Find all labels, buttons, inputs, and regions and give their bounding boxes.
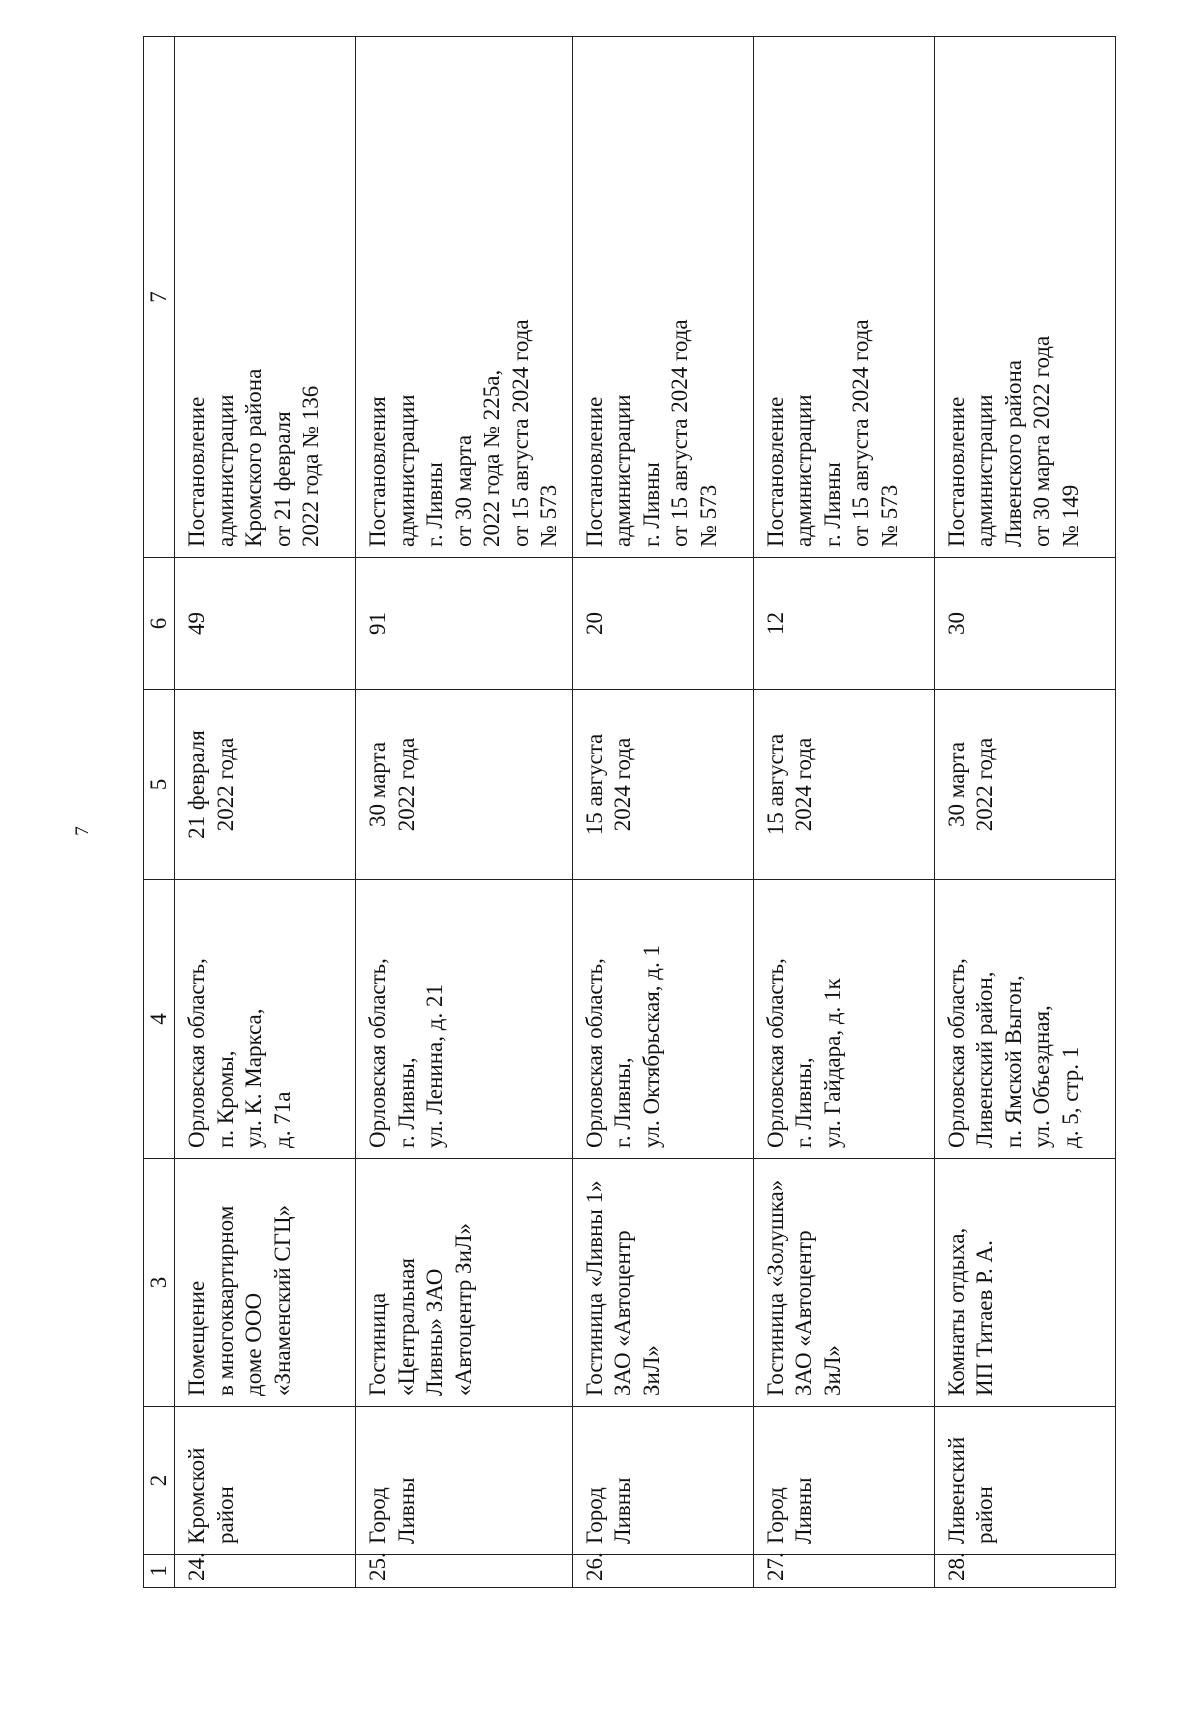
table-row <box>175 37 356 1588</box>
cell-line: № 573 <box>695 484 721 547</box>
address-cell <box>356 880 573 1159</box>
cell-line: № 573 <box>876 484 902 547</box>
row-number-cell: 26. <box>572 1555 753 1588</box>
cell-line: Орловская область, <box>581 958 607 1148</box>
capacity-cell: 12 <box>753 558 934 690</box>
district-cell: Город Ливны <box>356 1407 573 1555</box>
cell-line: г. Ливны <box>638 462 664 547</box>
cell-line: от 15 августа 2024 года <box>848 319 873 547</box>
legal-act-cell <box>175 37 356 558</box>
cell-line: д. 5, стр. 1 <box>1057 1046 1083 1148</box>
cell-line: 2022 года № 136 <box>298 385 323 547</box>
cell-line: 15 августа <box>762 733 788 836</box>
cell-line: ЗиЛ» <box>819 1345 845 1396</box>
legal-act-cell <box>934 37 1115 558</box>
cell-line: Орловская область, <box>365 958 390 1148</box>
cell-line: ул. К. Маркса, <box>241 1008 266 1148</box>
district-cell: Город Ливны <box>753 1407 934 1555</box>
cell-line: Ливны» ЗАО <box>422 1268 447 1396</box>
date-cell <box>753 690 934 880</box>
capacity-cell: 49 <box>175 558 356 690</box>
cell-line: Постановление <box>184 396 209 547</box>
cell-line: 21 февраля <box>184 730 209 839</box>
facility-cell <box>934 1159 1115 1407</box>
cell-line: Постановление <box>943 396 969 547</box>
facilities-table <box>143 36 1116 1588</box>
cell-line: от 21 февраля <box>269 411 295 547</box>
date-cell <box>356 690 573 880</box>
cell-line: № 149 <box>1057 484 1083 547</box>
cell-line: д. 71а <box>269 1091 295 1148</box>
cell-line: 2022 года <box>212 737 238 832</box>
cell-line: Постановление <box>581 396 607 547</box>
capacity-cell: 91 <box>356 558 573 690</box>
cell-line: Орловская область, <box>184 958 209 1148</box>
address-cell <box>934 880 1115 1159</box>
cell-line: 2022 года № 225а, <box>479 369 504 547</box>
table-row <box>356 37 573 1588</box>
cell-line: от 15 августа 2024 года <box>507 319 533 547</box>
cell-line: п. Ямской Выгон, <box>1000 975 1026 1148</box>
facility-cell <box>175 1159 356 1407</box>
cell-line: Ливенский район, <box>972 971 997 1148</box>
column-number-row <box>144 37 175 1588</box>
address-cell <box>175 880 356 1159</box>
cell-line: от 15 августа 2024 года <box>667 319 692 547</box>
row-number-cell: 25. <box>356 1555 573 1588</box>
row-number-cell: 28. <box>934 1555 1115 1588</box>
cell-line: № 573 <box>536 484 561 547</box>
cell-line: г. Ливны <box>422 462 447 547</box>
cell-line: Гостиница «Ливны 1» <box>581 1180 607 1396</box>
cell-line: в многоквартирном <box>212 1205 238 1396</box>
cell-line: Гостиница «Золушка» <box>762 1179 788 1396</box>
capacity-cell: 30 <box>934 558 1115 690</box>
cell-line: Гостиница <box>365 1292 390 1396</box>
facility-cell <box>356 1159 573 1407</box>
date-cell <box>934 690 1115 880</box>
cell-line: ул. Объездная, <box>1029 1005 1054 1148</box>
district-cell: Город Ливны <box>572 1407 753 1555</box>
cell-line: 2022 года <box>972 737 997 832</box>
cell-line: 2024 года <box>791 737 816 832</box>
page-number: 7 <box>71 826 93 836</box>
cell-line: ЗАО «Автоцентр <box>791 1230 816 1396</box>
column-header: 4 <box>144 880 175 1159</box>
cell-line: доме ООО <box>241 1292 266 1396</box>
cell-line: администрации <box>393 394 419 547</box>
cell-line: ул. Октябрьская, д. 1 <box>638 945 664 1148</box>
cell-line: Комнаты отдыха, <box>943 1227 969 1396</box>
column-header: 6 <box>144 558 175 690</box>
cell-line: ул. Ленина, д. 21 <box>422 984 447 1148</box>
date-cell <box>572 690 753 880</box>
column-header: 7 <box>144 37 175 558</box>
cell-line: Постановления <box>365 396 390 547</box>
column-header: 3 <box>144 1159 175 1407</box>
cell-line: Помещение <box>184 1280 209 1396</box>
cell-line: ЗАО «Автоцентр <box>610 1230 635 1396</box>
cell-line: ЗиЛ» <box>638 1345 664 1396</box>
address-cell <box>753 880 934 1159</box>
table-row <box>572 37 753 1588</box>
cell-line: г. Ливны <box>819 462 845 547</box>
address-cell <box>572 880 753 1159</box>
capacity-cell: 20 <box>572 558 753 690</box>
cell-line: Постановление <box>762 396 788 547</box>
facility-cell <box>753 1159 934 1407</box>
row-number-cell: 27. <box>753 1555 934 1588</box>
column-header: 1 <box>144 1555 175 1588</box>
table-row <box>934 37 1115 1588</box>
cell-line: 30 марта <box>943 741 969 828</box>
cell-line: от 30 марта 2022 года <box>1029 335 1054 547</box>
cell-line: Ливенского района <box>1000 359 1026 547</box>
legal-act-cell <box>356 37 573 558</box>
cell-line: «Центральная <box>393 1258 419 1396</box>
column-header: 5 <box>144 690 175 880</box>
cell-line: 15 августа <box>581 733 607 836</box>
cell-line: от 30 марта <box>450 434 476 547</box>
cell-line: ул. Гайдара, д. 1к <box>819 978 845 1148</box>
cell-line: Орловская область, <box>943 958 969 1148</box>
district-cell: Ливенский район <box>934 1407 1115 1555</box>
column-header: 2 <box>144 1407 175 1555</box>
district-cell: Кромской район <box>175 1407 356 1555</box>
cell-line: администрации <box>212 394 238 547</box>
facility-cell <box>572 1159 753 1407</box>
cell-line: ИП Титаев Р. А. <box>972 1240 997 1396</box>
date-cell <box>175 690 356 880</box>
row-number-cell: 24. <box>175 1555 356 1588</box>
cell-line: администрации <box>972 394 997 547</box>
cell-line: Орловская область, <box>762 958 788 1148</box>
cell-line: г. Ливны, <box>393 1057 419 1148</box>
cell-line: г. Ливны, <box>791 1057 816 1148</box>
cell-line: Кромского района <box>241 368 266 547</box>
cell-line: «Автоцентр ЗиЛ» <box>450 1223 476 1396</box>
cell-line: г. Ливны, <box>610 1057 635 1148</box>
cell-line: 2022 года <box>393 737 419 832</box>
cell-line: 2024 года <box>610 737 635 832</box>
cell-line: «Знаменский СГЦ» <box>269 1204 295 1396</box>
rotated-table-wrapper <box>143 37 1082 1588</box>
cell-line: п. Кромы, <box>212 1050 238 1148</box>
cell-line: администрации <box>610 394 635 547</box>
table-row <box>753 37 934 1588</box>
legal-act-cell <box>753 37 934 558</box>
cell-line: 30 марта <box>365 741 390 828</box>
cell-line: администрации <box>791 394 816 547</box>
legal-act-cell <box>572 37 753 558</box>
